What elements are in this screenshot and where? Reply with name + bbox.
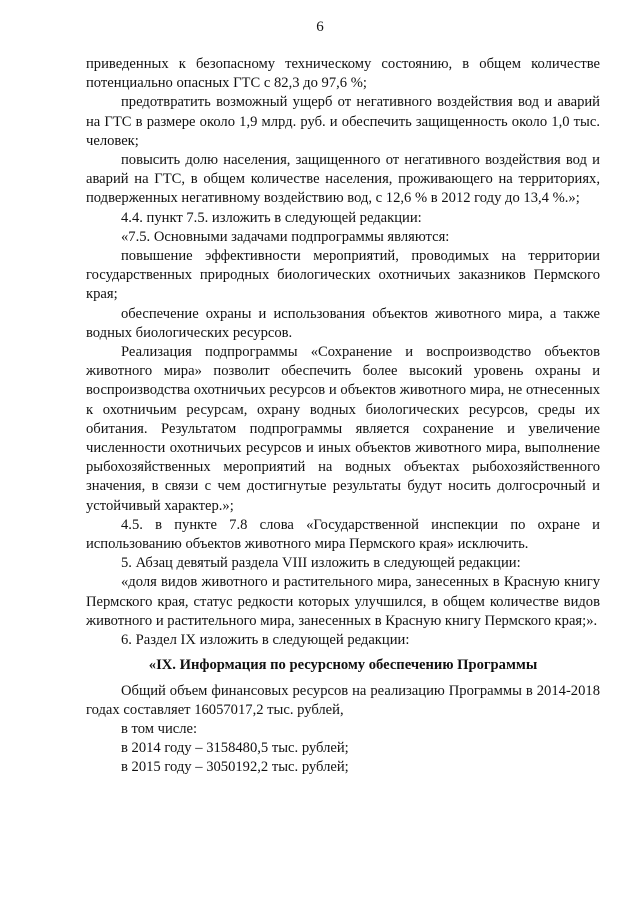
funding-including: в том числе: [121,720,198,737]
funding-year-2015: в 2015 году – 3050192,2 тыс. рублей; [121,759,349,776]
paragraph-protection: обеспечение охраны и использования объектов животного мира, а также водных биологических ресурсов. [86,305,600,341]
funding-year-2014: в 2014 году – 3158480,5 тыс. рублей; [121,740,349,757]
paragraph-subprogram-implementation: Реализация подпрограммы «Сохранение и воспроизводство объектов животного мира» позволит обеспечить более высокий уровень охраны и воспроизводства охотничьих ресурсов и объектов животного мира, не отнесенных к охотничьим ресурсам, охрану водных биологических ресурсов, среды их обитания. Результатом подпрограммы является сохранение и увеличение численности охотничьих ресурсов и иных объектов животного мира, выполнение рыбохозяйственных мероприятий на водных объектах рыбохозяйственного значения, в связи с чем достигнутые результаты будут носить долгосрочный и устойчивый характер.»; [86,344,600,514]
paragraph-efficiency: повышение эффективности мероприятий, проводимых на территории государственных природных биологических охотничьих заказников Пермского края; [86,248,600,303]
document-body [86,55,600,778]
funding-intro: Общий объем финансовых ресурсов на реализацию Программы в 2014-2018 годах составляет 16057017,2 тыс. рублей, [86,682,600,718]
paragraph-continued: приведенных к безопасному техническому состоянию, в общем количестве потенциально опасных ГТС с 82,3 до 97,6 %; [86,56,600,92]
page-number: 6 [316,19,324,35]
paragraph-population-share: повысить долю населения, защищенного от негативного воздействия вод и аварий на ГТС, в общем количестве населения, проживающего на территориях, подверженных негативному воздействию вод, с 12,6 % в 2012 году до 13,4 %.»; [86,152,600,207]
paragraph-damage-prevention: предотвратить возможный ущерб от негативного воздействия вод и аварий на ГТС в размере около 1,9 млрд. руб. и обеспечить защищенность около 1,0 тыс. человек; [86,94,600,149]
section-heading: «IX. Информация по ресурсному обеспечению Программы [148,657,538,674]
paragraph-item-4-4: 4.4. пункт 7.5. изложить в следующей редакции: [121,209,422,226]
paragraph-item-5: 5. Абзац девятый раздела VIII изложить в следующей редакции: [121,555,521,572]
paragraph-item-7-5: «7.5. Основными задачами подпрограммы являются: [121,228,450,245]
paragraph-item-6: 6. Раздел IX изложить в следующей редакции: [121,632,410,649]
paragraph-red-book: «доля видов животного и растительного мира, занесенных в Красную книгу Пермского края, статус редкости которых улучшился, в общем количестве видов животного и растительного мира, занесенных в Красную книгу Пермского края;». [86,574,600,629]
paragraph-item-4-5: 4.5. в пункте 7.8 слова «Государственной инспекции по охране и использованию объектов животного мира Пермского края» исключить. [86,516,600,553]
